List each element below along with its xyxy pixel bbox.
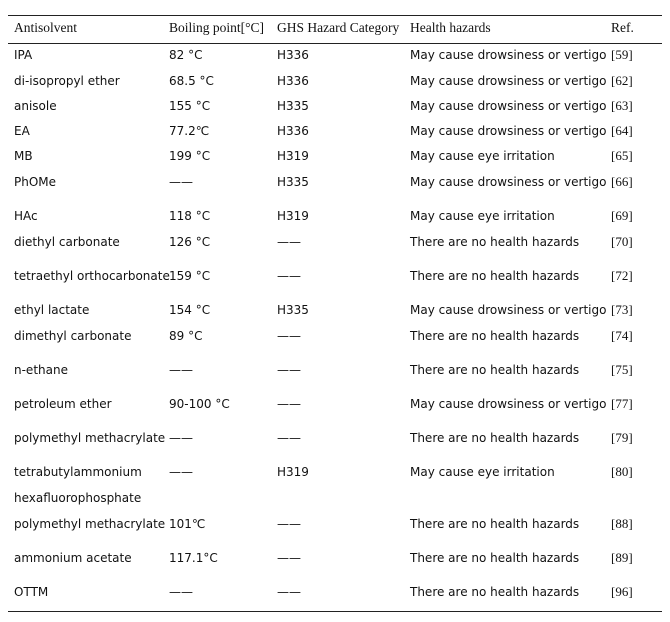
cell-antisolvent: MB [14, 149, 33, 163]
cell-health-hazard: There are no health hazards [410, 431, 580, 445]
cell-health-hazard: There are no health hazards [410, 363, 580, 377]
cell-health-hazard: May cause eye irritation [410, 209, 555, 223]
cell-antisolvent: HAc [14, 209, 38, 223]
cell-ref: [74] [611, 328, 633, 343]
cell-ghs-category: H319 [277, 465, 309, 479]
cell-ref: [70] [611, 234, 633, 249]
cell-boiling-point: 155 °C [169, 99, 211, 113]
cell-ref: [62] [611, 73, 633, 88]
cell-health-hazard: May cause drowsiness or vertigo [410, 48, 607, 62]
cell-ghs-category: H336 [277, 124, 309, 138]
cell-health-hazard: May cause eye irritation [410, 465, 555, 479]
cell-ref: [66] [611, 174, 633, 189]
cell-ghs-category: —— [277, 329, 301, 343]
table-bottom-rule [8, 611, 662, 612]
cell-boiling-point: 90-100 °C [169, 397, 230, 411]
cell-ref: [79] [611, 430, 633, 445]
cell-ghs-category: —— [277, 397, 301, 411]
cell-ref: [89] [611, 550, 633, 565]
cell-health-hazard: There are no health hazards [410, 235, 580, 249]
cell-boiling-point: 159 °C [169, 269, 211, 283]
cell-ghs-category: H335 [277, 99, 309, 113]
cell-antisolvent: n-ethane [14, 363, 68, 377]
cell-boiling-point: 126 °C [169, 235, 211, 249]
cell-boiling-point: 101℃ [169, 517, 206, 531]
cell-antisolvent: polymethyl methacrylate [14, 517, 166, 531]
cell-ref: [63] [611, 98, 633, 113]
cell-boiling-point: 199 °C [169, 149, 211, 163]
cell-boiling-point: —— [169, 585, 193, 599]
cell-ghs-category: —— [277, 363, 301, 377]
cell-ghs-category: H319 [277, 209, 309, 223]
cell-antisolvent: tetraethyl orthocarbonate [14, 269, 170, 283]
cell-health-hazard: May cause drowsiness or vertigo [410, 303, 607, 317]
cell-boiling-point: —— [169, 465, 193, 479]
cell-health-hazard: May cause drowsiness or vertigo [410, 99, 607, 113]
cell-ghs-category: —— [277, 235, 301, 249]
cell-antisolvent: PhOMe [14, 175, 57, 189]
cell-antisolvent: petroleum ether [14, 397, 112, 411]
header-antisolvent: Antisolvent [14, 20, 77, 35]
cell-ghs-category: —— [277, 431, 301, 445]
cell-health-hazard: There are no health hazards [410, 551, 580, 565]
cell-antisolvent: polymethyl methacrylate [14, 431, 166, 445]
cell-health-hazard: There are no health hazards [410, 585, 580, 599]
cell-health-hazard: May cause drowsiness or vertigo [410, 397, 607, 411]
cell-ref: [72] [611, 268, 633, 283]
cell-health-hazard: There are no health hazards [410, 269, 580, 283]
cell-antisolvent: diethyl carbonate [14, 235, 120, 249]
cell-ref: [65] [611, 148, 633, 163]
cell-antisolvent: OTTM [14, 585, 49, 599]
cell-health-hazard: May cause drowsiness or vertigo [410, 74, 607, 88]
cell-ghs-category: H335 [277, 175, 309, 189]
cell-ref: [77] [611, 396, 633, 411]
cell-boiling-point: 77.2℃ [169, 124, 210, 138]
cell-boiling-point: 118 °C [169, 209, 211, 223]
cell-ref: [88] [611, 516, 633, 531]
cell-ghs-category: H336 [277, 74, 309, 88]
cell-antisolvent: ammonium acetate [14, 551, 132, 565]
cell-ref: [69] [611, 208, 633, 223]
cell-boiling-point: 89 °C [169, 329, 203, 343]
header-ref: Ref. [611, 20, 634, 35]
cell-antisolvent: anisole [14, 99, 57, 113]
cell-health-hazard: May cause drowsiness or vertigo [410, 124, 607, 138]
header-bottom-rule [8, 43, 662, 44]
cell-ref: [64] [611, 123, 633, 138]
header-health-hazards: Health hazards [410, 20, 491, 35]
cell-boiling-point: 68.5 °C [169, 74, 214, 88]
cell-antisolvent-line2: hexafluorophosphate [14, 491, 142, 505]
cell-antisolvent: tetrabutylammonium [14, 465, 142, 479]
cell-health-hazard: May cause drowsiness or vertigo [410, 175, 607, 189]
cell-ref: [75] [611, 362, 633, 377]
cell-ghs-category: —— [277, 517, 301, 531]
cell-ghs-category: H335 [277, 303, 309, 317]
cell-boiling-point: 117.1°C [169, 551, 218, 565]
cell-boiling-point: 82 °C [169, 48, 203, 62]
cell-antisolvent: EA [14, 124, 30, 138]
cell-boiling-point: —— [169, 363, 193, 377]
cell-antisolvent: ethyl lactate [14, 303, 90, 317]
cell-antisolvent: dimethyl carbonate [14, 329, 132, 343]
header-ghs-category: GHS Hazard Category [277, 20, 400, 35]
table-top-rule [8, 15, 662, 16]
cell-ref: [80] [611, 464, 633, 479]
cell-health-hazard: May cause eye irritation [410, 149, 555, 163]
cell-antisolvent: di-isopropyl ether [14, 74, 120, 88]
cell-boiling-point: —— [169, 175, 193, 189]
cell-ghs-category: H336 [277, 48, 309, 62]
cell-health-hazard: There are no health hazards [410, 329, 580, 343]
cell-antisolvent: IPA [14, 48, 33, 62]
cell-ref: [59] [611, 47, 633, 62]
cell-boiling-point: 154 °C [169, 303, 211, 317]
header-boiling-point: Boiling point[°C] [169, 20, 265, 35]
cell-ref: [96] [611, 584, 633, 599]
cell-ghs-category: —— [277, 551, 301, 565]
cell-ghs-category: H319 [277, 149, 309, 163]
cell-ghs-category: —— [277, 269, 301, 283]
cell-boiling-point: —— [169, 431, 193, 445]
cell-ghs-category: —— [277, 585, 301, 599]
cell-ref: [73] [611, 302, 633, 317]
cell-health-hazard: There are no health hazards [410, 517, 580, 531]
